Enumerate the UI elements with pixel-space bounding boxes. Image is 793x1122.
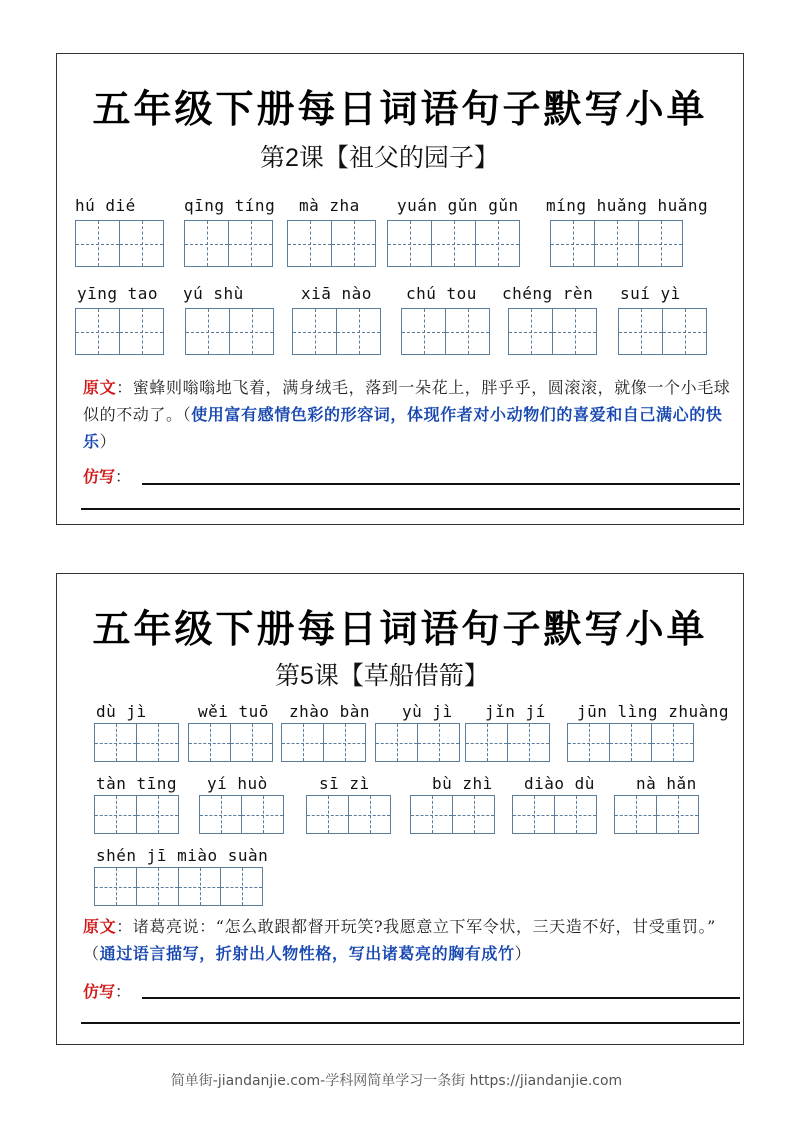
pinyin: qīng tíng bbox=[184, 196, 276, 215]
pinyin: wěi tuō bbox=[198, 702, 269, 721]
pinyin: yú shù bbox=[183, 284, 244, 303]
pinyin: jūn lìng zhuàng bbox=[577, 702, 729, 721]
pinyin: míng huǎng huǎng bbox=[546, 196, 709, 215]
writing-grid[interactable] bbox=[287, 220, 376, 267]
pinyin: mà zha bbox=[299, 196, 360, 215]
pinyin: yuán gǔn gǔn bbox=[397, 196, 519, 215]
worksheet-card-lesson-5 bbox=[56, 573, 744, 1045]
writing-grid[interactable] bbox=[567, 723, 694, 762]
pinyin: shén jī miào suàn bbox=[96, 846, 269, 865]
writing-grid[interactable] bbox=[306, 795, 391, 834]
imitate-label: 仿写 bbox=[83, 467, 116, 486]
analysis-note: 使用富有感情色彩的形容词，体现作者对小动物们的喜爱和自己满心的快乐 bbox=[83, 405, 723, 451]
worksheet-title: 五年级下册每日词语句子默写小单 bbox=[92, 606, 708, 651]
original-label: 原文 bbox=[83, 378, 117, 397]
writing-grid[interactable] bbox=[94, 867, 263, 906]
pinyin: jǐn jí bbox=[485, 702, 546, 721]
pinyin: dù jì bbox=[96, 702, 147, 721]
pinyin: suí yì bbox=[620, 284, 681, 303]
pinyin: hú dié bbox=[75, 196, 136, 215]
pinyin: tàn tīng bbox=[96, 774, 178, 793]
lesson-title: 第5课【草船借箭】 bbox=[275, 662, 489, 690]
pinyin: bù zhì bbox=[432, 774, 493, 793]
pinyin: zhào bàn bbox=[289, 702, 371, 721]
writing-grid[interactable] bbox=[375, 723, 460, 762]
writing-grid[interactable] bbox=[188, 723, 273, 762]
lesson-title: 第2课【祖父的园子】 bbox=[260, 144, 499, 172]
writing-grid[interactable] bbox=[614, 795, 699, 834]
imitate-writing-line-1[interactable] bbox=[142, 997, 740, 999]
writing-grid[interactable] bbox=[75, 220, 164, 267]
writing-grid[interactable] bbox=[94, 795, 179, 834]
imitate-writing-line-1[interactable] bbox=[142, 483, 740, 485]
writing-grid[interactable] bbox=[184, 220, 273, 267]
writing-grid[interactable] bbox=[508, 308, 597, 355]
pinyin: sī zì bbox=[319, 774, 370, 793]
writing-grid[interactable] bbox=[465, 723, 550, 762]
writing-grid[interactable] bbox=[550, 220, 683, 267]
writing-grid[interactable] bbox=[292, 308, 381, 355]
pinyin: yīng tao bbox=[77, 284, 159, 303]
analysis-note: 通过语言描写，折射出人物性格，写出诸葛亮的胸有成竹 bbox=[99, 944, 515, 963]
pinyin: diào dù bbox=[524, 774, 595, 793]
writing-grid[interactable] bbox=[512, 795, 597, 834]
writing-grid[interactable] bbox=[281, 723, 366, 762]
pinyin: yù jì bbox=[402, 702, 453, 721]
original-label: 原文 bbox=[83, 917, 117, 936]
writing-grid[interactable] bbox=[410, 795, 495, 834]
pinyin: xiā nào bbox=[301, 284, 372, 303]
pinyin: yí huò bbox=[207, 774, 268, 793]
writing-grid[interactable] bbox=[75, 308, 164, 355]
writing-grid[interactable] bbox=[199, 795, 284, 834]
writing-grid[interactable] bbox=[185, 308, 274, 355]
page-footer: 简单街-jiandanjie.com-学科网简单学习一条街 https://jiandanjie.com bbox=[170, 1073, 623, 1089]
writing-grid[interactable] bbox=[387, 220, 520, 267]
note-close: ） bbox=[99, 432, 117, 451]
original-text: ：诸葛亮说：“怎么敢跟都督开玩笑?我愿意立下军令状，三天造不好，甘受重罚。” （ bbox=[83, 917, 716, 963]
imitate-label: 仿写 bbox=[83, 982, 116, 1001]
imitate-label-row: 仿写： bbox=[83, 467, 132, 486]
original-text: ：蜜蜂则嗡嗡地飞着，满身绒毛，落到一朵花上，胖乎乎，圆滚滚，就像一个小毛球似的不动了。（ bbox=[83, 378, 731, 424]
worksheet-card-lesson-2 bbox=[56, 53, 744, 525]
note-close: ） bbox=[514, 944, 532, 963]
original-passage bbox=[83, 374, 743, 455]
worksheet-title: 五年级下册每日词语句子默写小单 bbox=[92, 86, 708, 131]
writing-grid[interactable] bbox=[618, 308, 707, 355]
writing-grid[interactable] bbox=[401, 308, 490, 355]
writing-grid[interactable] bbox=[94, 723, 179, 762]
imitate-label-row: 仿写： bbox=[83, 982, 132, 1001]
pinyin: chú tou bbox=[406, 284, 477, 303]
pinyin: chéng rèn bbox=[502, 284, 594, 303]
imitate-writing-line-2[interactable] bbox=[81, 1022, 740, 1024]
imitate-writing-line-2[interactable] bbox=[81, 508, 740, 510]
pinyin: nà hǎn bbox=[636, 774, 697, 793]
original-passage bbox=[83, 913, 743, 967]
